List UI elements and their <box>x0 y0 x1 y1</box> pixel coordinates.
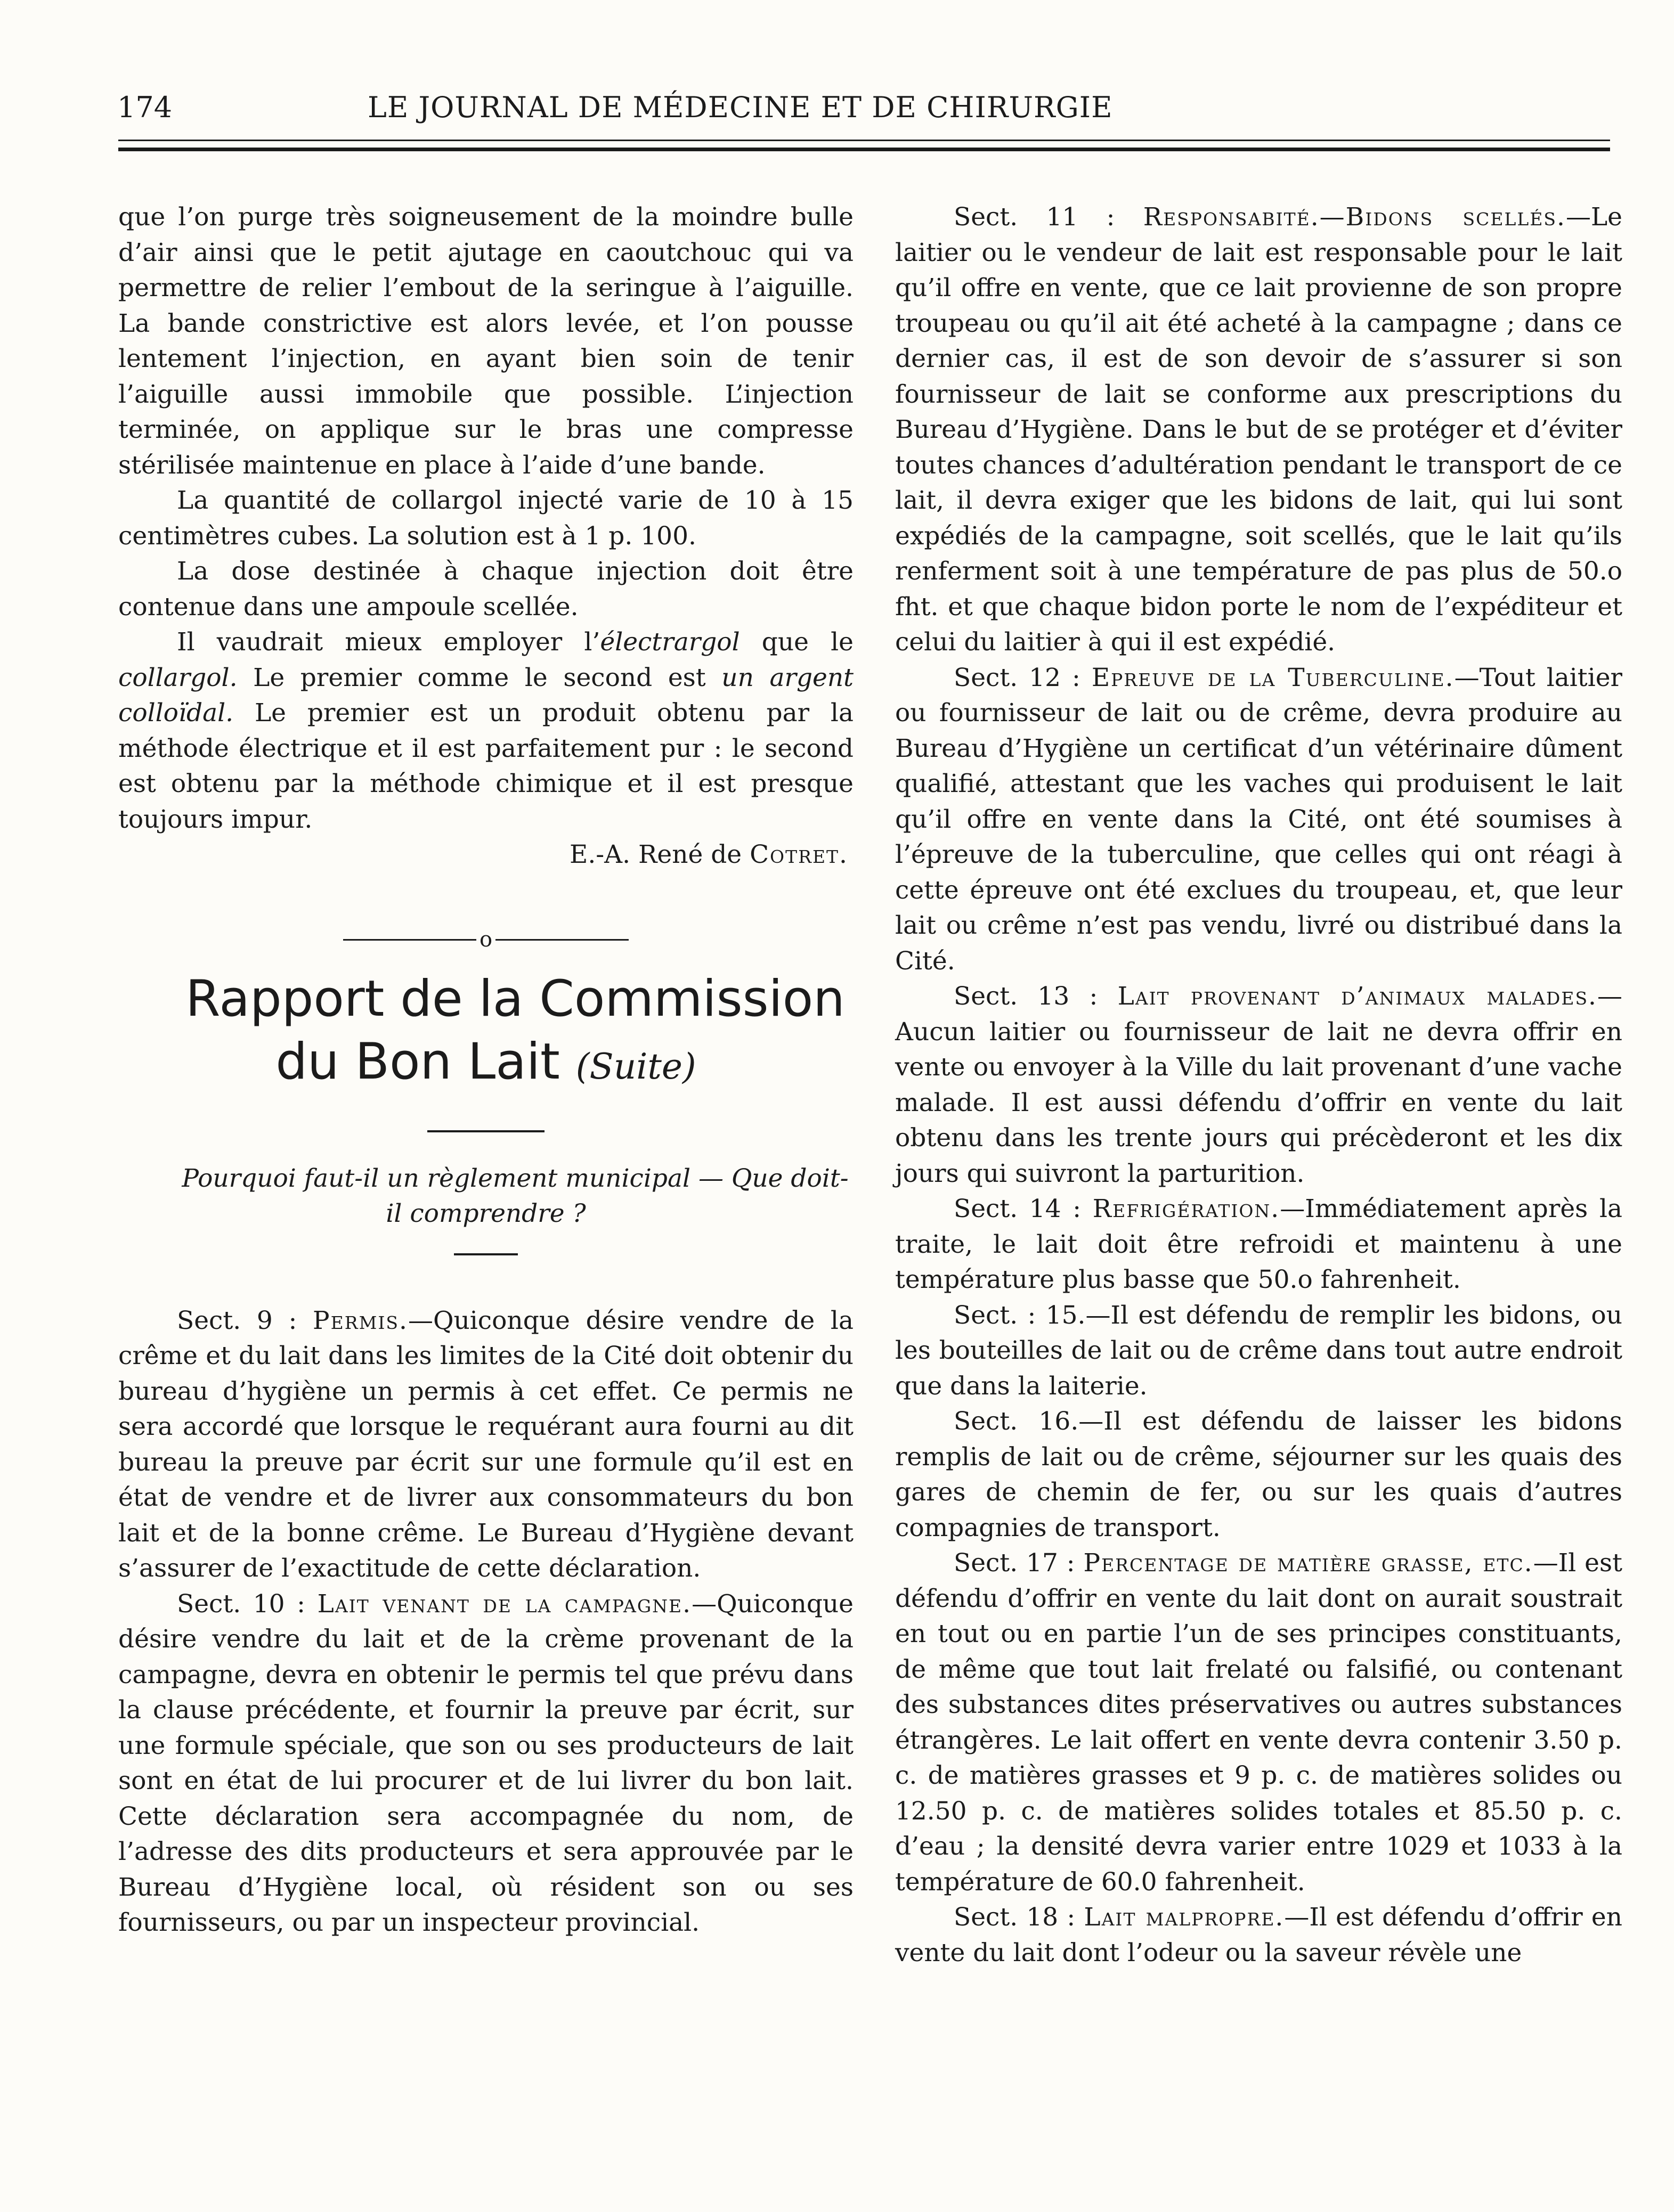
paragraph: La quantité de collargol injecté varie de 10 à 15 centimètres cubes. La solution est à 1 p. 100. <box>118 486 854 551</box>
paragraph: que l’on purge très soigneusement de la moindre bulle d’air ainsi que le petit ajutage en caoutchouc qui va permettre de relier l’embout de la seringue à l’aiguille. La bande constrictive est alors levée, et l’on pousse lentement l’injection, en ayant bien soin de tenir l’aiguille aussi immobile que possible. L’injection terminée, on applique sur le bras une compresse stérilisée maintenue en place à l’aide d’une bande. <box>118 202 854 480</box>
section-text: —Immédiatement après la traite, le lait doit être refroidi et maintenu à une température plus basse que 50.o fahrenheit. <box>895 1194 1622 1294</box>
section-text: —Il est défendu d’offrir en vente du lait dont on aurait soustrait en tout ou en partie l’un de ses principes constituants, de même que tout lait frelaté ou falsifié, ou contenant des substances dites préservatives ou autres substances étrangères. Le lait offert en vente devra contenir 3.50 p. c. de matières grasses et 9 p. c. de matières solides ou 12.50 p. c. de matières solides totales et 85.50 p. c. d’eau ; la densité devra varier entre 1029 et 1033 à la température de 60.0 fahrenheit. <box>895 1548 1623 1897</box>
subtitle-rule <box>454 1253 518 1255</box>
section-18 <box>895 1900 1622 1971</box>
section-number: Sect. 18 : <box>954 1903 1084 1932</box>
section-title: Refrigération. <box>1092 1194 1280 1223</box>
paragraph: La dose destinée à chaque injection doit être contenue dans une ampoule scellée. <box>118 557 854 622</box>
section-number: Sect. 11 : <box>954 202 1143 232</box>
section-17 <box>895 1546 1622 1900</box>
section-number: Sect. 10 : <box>177 1589 318 1619</box>
headline-rule <box>427 1130 545 1132</box>
author-name: E.-A. René de <box>570 840 750 869</box>
section-title: Permis. <box>313 1305 408 1335</box>
section-title: Responsabité.—Bidons scellés. <box>1143 202 1566 232</box>
headline-line-2: du Bon Lait <box>275 1032 560 1091</box>
section-title: Percentage de matière grasse, etc. <box>1083 1548 1533 1578</box>
section-13 <box>895 979 1622 1191</box>
section-number: Sect. 14 : <box>954 1194 1093 1223</box>
headline-suite: (Suite) <box>575 1046 696 1087</box>
author-surname: Cotret. <box>750 840 848 869</box>
paragraph <box>118 625 854 837</box>
text-run: Le premier est un produit obtenu par la méthode électrique et il est parfaitement pur : le second est obtenu par la méthode chimique et il est presque toujours impur. <box>118 698 854 834</box>
section-number: Sect. 17 : <box>954 1548 1084 1578</box>
section-text: —Le laitier ou le vendeur de lait est responsable pour le lait qu’il offre en vente, que ce lait provienne de son propre troupeau ou qu’il ait été acheté à la campagne ; dans ce dernier cas, il est de son devoir de s’assurer si son fournisseur de lait se conforme aux prescriptions du Bureau d’Hygiène. Dans le but de se protéger et d’éviter toutes chances d’adultération pendant le transport de ce lait, il devra exiger que les bidons de lait, qui lui sont expédiés de la campagne, soit scellés, que le lait qu’ils renferment soit à une température de pas plus de 50.o fht. et que chaque bidon porte le nom de l’expéditeur et celui du laitier à qui il est expédié. <box>895 202 1622 657</box>
italic-term: collargol. <box>118 663 238 692</box>
section-title: Lait venant de la campagne. <box>317 1589 692 1619</box>
section-number: Sect. 9 : <box>177 1305 313 1335</box>
right-column <box>895 200 1622 1971</box>
section-16: Sect. 16.—Il est défendu de laisser les bidons remplis de lait ou de crême, séjourner sur les quais des gares de chemin de fer, ou sur les quais d’autres compagnies de transport. <box>895 1407 1622 1542</box>
section-text: —Aucun laitier ou fournisseur de lait ne devra offrir en vente ou envoyer à la Ville du lait provenant d’une vache malade. Il est aussi défendu d’offrir en vente du lait obtenu dans les trente jours qui précèderont et les dix jours qui suivront la parturition. <box>895 982 1622 1188</box>
author-signature <box>118 837 854 873</box>
text-run: Il vaudrait mieux employer l’ <box>177 627 600 657</box>
article-headline <box>118 968 854 1098</box>
section-separator <box>118 921 854 952</box>
section-title: Lait provenant d’animaux malades. <box>1117 982 1597 1011</box>
header-rule-thick <box>118 148 1610 151</box>
section-title: Epreuve de la Tuberculine. <box>1091 663 1454 692</box>
headline-line-1: Rapport de la Commission <box>185 969 845 1028</box>
separator-mark: o <box>479 927 493 952</box>
header-rule-thin <box>118 140 1610 141</box>
italic-term: un argent colloïdal. <box>118 663 854 728</box>
section-text: —Il est défendu d’offrir en vente du lait dont l’odeur ou la saveur révèle une <box>895 1903 1623 1968</box>
section-title: Lait malpropre. <box>1084 1903 1285 1932</box>
section-15: Sect. : 15.—Il est défendu de remplir les bidons, ou les bouteilles de lait ou de crême dans tout autre endroit que dans la laiterie. <box>895 1300 1622 1401</box>
section-text: —Tout laitier ou fournisseur de lait ou de crême, devra produire au Bureau d’Hygiène un certificat d’un vétérinaire dûment qualifié, attestant que les vaches qui produisent le lait qu’il offre en vente dans la Cité, ont été soumises à l’épreuve de la tuberculine, que celles qui ont réagi à cette épreuve ont été exclues du troupeau, et, que leur lait ou crême n’est pas vendu, livré ou distribué dans la Cité. <box>895 663 1623 976</box>
section-14 <box>895 1191 1622 1298</box>
section-11 <box>895 200 1622 660</box>
section-text: —Quiconque désire vendre de la crême et du lait dans les limites de la Cité doit obtenir du bureau d’hygiène un permis à cet effet. Ce permis ne sera accordé que lorsque le requérant aura fourni au dit bureau la preuve par écrit sur une formule qu’il est en état de vendre et de livrer aux consommateurs du bon lait et de la bonne crême. Le Bureau d’Hygiène devant s’assurer de l’exactitude de cette déclaration. <box>118 1305 854 1583</box>
section-text: —Quiconque désire vendre du lait et de la crème provenant de la campagne, devra en obtenir le permis tel que prévu dans la clause précédente, et fournir la preuve par écrit, sur une formule spéciale, que son ou ses producteurs de lait sont en état de lui procurer et de lui livrer du bon lait. Cette déclaration sera accompagnée du nom, de l’adresse des dits producteurs et sera approuvée par le Bureau d’Hygiène local, où résident son ou ses fournisseurs, ou par un inspecteur provincial. <box>118 1589 854 1937</box>
section-9 <box>118 1303 854 1587</box>
italic-term: électrargol <box>600 627 740 657</box>
section-12 <box>895 660 1622 980</box>
section-number: Sect. 13 : <box>954 982 1118 1011</box>
text-run: Le premier comme le second est <box>237 663 722 692</box>
text-run: que le <box>740 627 854 657</box>
running-title: LE JOURNAL DE MÉDECINE ET DE CHIRURGIE <box>368 91 1113 124</box>
left-column <box>118 200 854 1941</box>
page-number: 174 <box>117 91 173 124</box>
page-header <box>117 91 1614 128</box>
section-number: Sect. 12 : <box>954 663 1092 692</box>
article-subtitle: Pourquoi faut-il un règlement municipal — Que doit-il comprendre ? <box>182 1163 849 1228</box>
section-10 <box>118 1587 854 1941</box>
